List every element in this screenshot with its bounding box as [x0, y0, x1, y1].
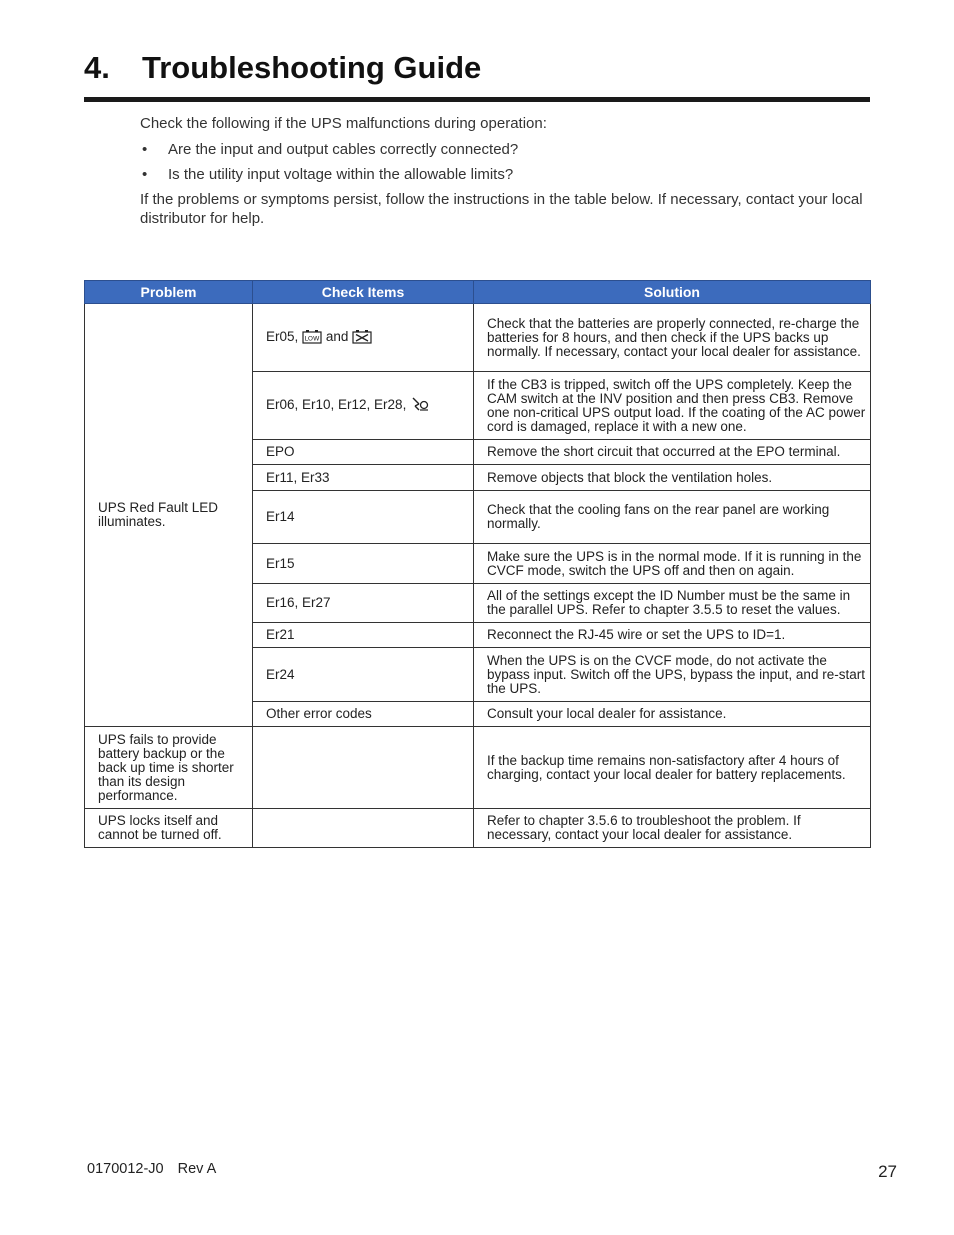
- short-circuit-icon: [410, 397, 430, 415]
- section-title: Troubleshooting Guide: [142, 50, 482, 85]
- list-item-text: Is the utility input voltage within the allowable limits?: [168, 166, 514, 183]
- solution-cell: If the backup time remains non-satisfactory after 4 hours of charging, contact your local dealer for battery replacements.: [474, 727, 871, 809]
- solution-cell: Refer to chapter 3.5.6 to troubleshoot the problem. If necessary, contact your local dealer for assistance.: [474, 809, 871, 848]
- table-row: [85, 727, 871, 809]
- troubleshooting-table: [84, 280, 871, 848]
- check-cell: Er14: [253, 491, 474, 544]
- solution-cell: When the UPS is on the CVCF mode, do not activate the bypass input. Switch off the UPS, bypass the input, and re-start the UPS.: [474, 648, 871, 702]
- check-cell: Er21: [253, 623, 474, 648]
- intro-lead: Check the following if the UPS malfunctions during operation:: [140, 115, 547, 132]
- check-cell: Er24: [253, 648, 474, 702]
- heading-rule: [84, 97, 870, 102]
- table-row: [85, 304, 871, 372]
- bullet-icon: •: [142, 141, 148, 158]
- check-cell: [253, 727, 474, 809]
- solution-cell: Make sure the UPS is in the normal mode. If it is running in the CVCF mode, switch the UPS off and then on again.: [474, 544, 871, 584]
- doc-number: 0170012-J0: [87, 1161, 164, 1177]
- check-cell: Er15: [253, 544, 474, 584]
- solution-cell: Consult your local dealer for assistance.: [474, 702, 871, 727]
- problem-cell: UPS locks itself and cannot be turned off.: [85, 809, 253, 848]
- check-cell: Er11, Er33: [253, 465, 474, 491]
- page-number: 27: [878, 1162, 897, 1181]
- battery-fault-icon: [352, 329, 372, 347]
- check-cell: Other error codes: [253, 702, 474, 727]
- check-cell: [253, 372, 474, 440]
- check-cell: EPO: [253, 440, 474, 465]
- table-header-row: [85, 281, 871, 304]
- intro-block: [140, 114, 870, 228]
- check-text: Er06, Er10, Er12, Er28,: [266, 396, 407, 412]
- check-cell: [253, 809, 474, 848]
- problem-cell: UPS fails to provide battery backup or the back up time is shorter than its design performance.: [85, 727, 253, 809]
- solution-cell: Reconnect the RJ-45 wire or set the UPS to ID=1.: [474, 623, 871, 648]
- header-solution: Solution: [474, 281, 871, 304]
- solution-cell: All of the settings except the ID Number must be the same in the parallel UPS. Refer to chapter 3.5.5 to reset the values.: [474, 584, 871, 623]
- list-item-text: Are the input and output cables correctly connected?: [168, 141, 519, 158]
- solution-cell: Remove the short circuit that occurred at the EPO terminal.: [474, 440, 871, 465]
- intro-follow-up: If the problems or symptoms persist, follow the instructions in the table below. If necessary, contact your local distributor for help.: [140, 191, 863, 227]
- check-cell: [253, 304, 474, 372]
- section-heading: [84, 50, 870, 86]
- section-number: 4.: [84, 50, 110, 85]
- problem-cell: UPS Red Fault LED illuminates.: [85, 304, 253, 727]
- solution-cell: Remove objects that block the ventilation holes.: [474, 465, 871, 491]
- svg-text:LOW: LOW: [304, 334, 320, 342]
- battery-low-icon: [302, 329, 322, 347]
- list-item: [140, 140, 870, 159]
- check-text: and: [325, 328, 349, 344]
- solution-cell: Check that the cooling fans on the rear panel are working normally.: [474, 491, 871, 544]
- table-row: [85, 809, 871, 848]
- header-problem: Problem: [85, 281, 253, 304]
- list-item: [140, 165, 870, 184]
- check-text: Er05,: [266, 328, 299, 344]
- bullet-icon: •: [142, 166, 148, 183]
- check-list: [140, 140, 870, 184]
- doc-revision: Rev A: [177, 1161, 217, 1177]
- header-check-items: Check Items: [253, 281, 474, 304]
- footer-doc-info: [87, 1161, 216, 1177]
- solution-cell: If the CB3 is tripped, switch off the UPS completely. Keep the CAM switch at the INV position and then press CB3. Remove one non-critical UPS output load. If the coating of the AC power cord is damaged, replace it with a new one.: [474, 372, 871, 440]
- check-cell: Er16, Er27: [253, 584, 474, 623]
- solution-cell: Check that the batteries are properly connected, re-charge the batteries for 8 hours, and then check if the UPS backs up normally. If necessary, contact your local dealer for assistance.: [474, 304, 871, 372]
